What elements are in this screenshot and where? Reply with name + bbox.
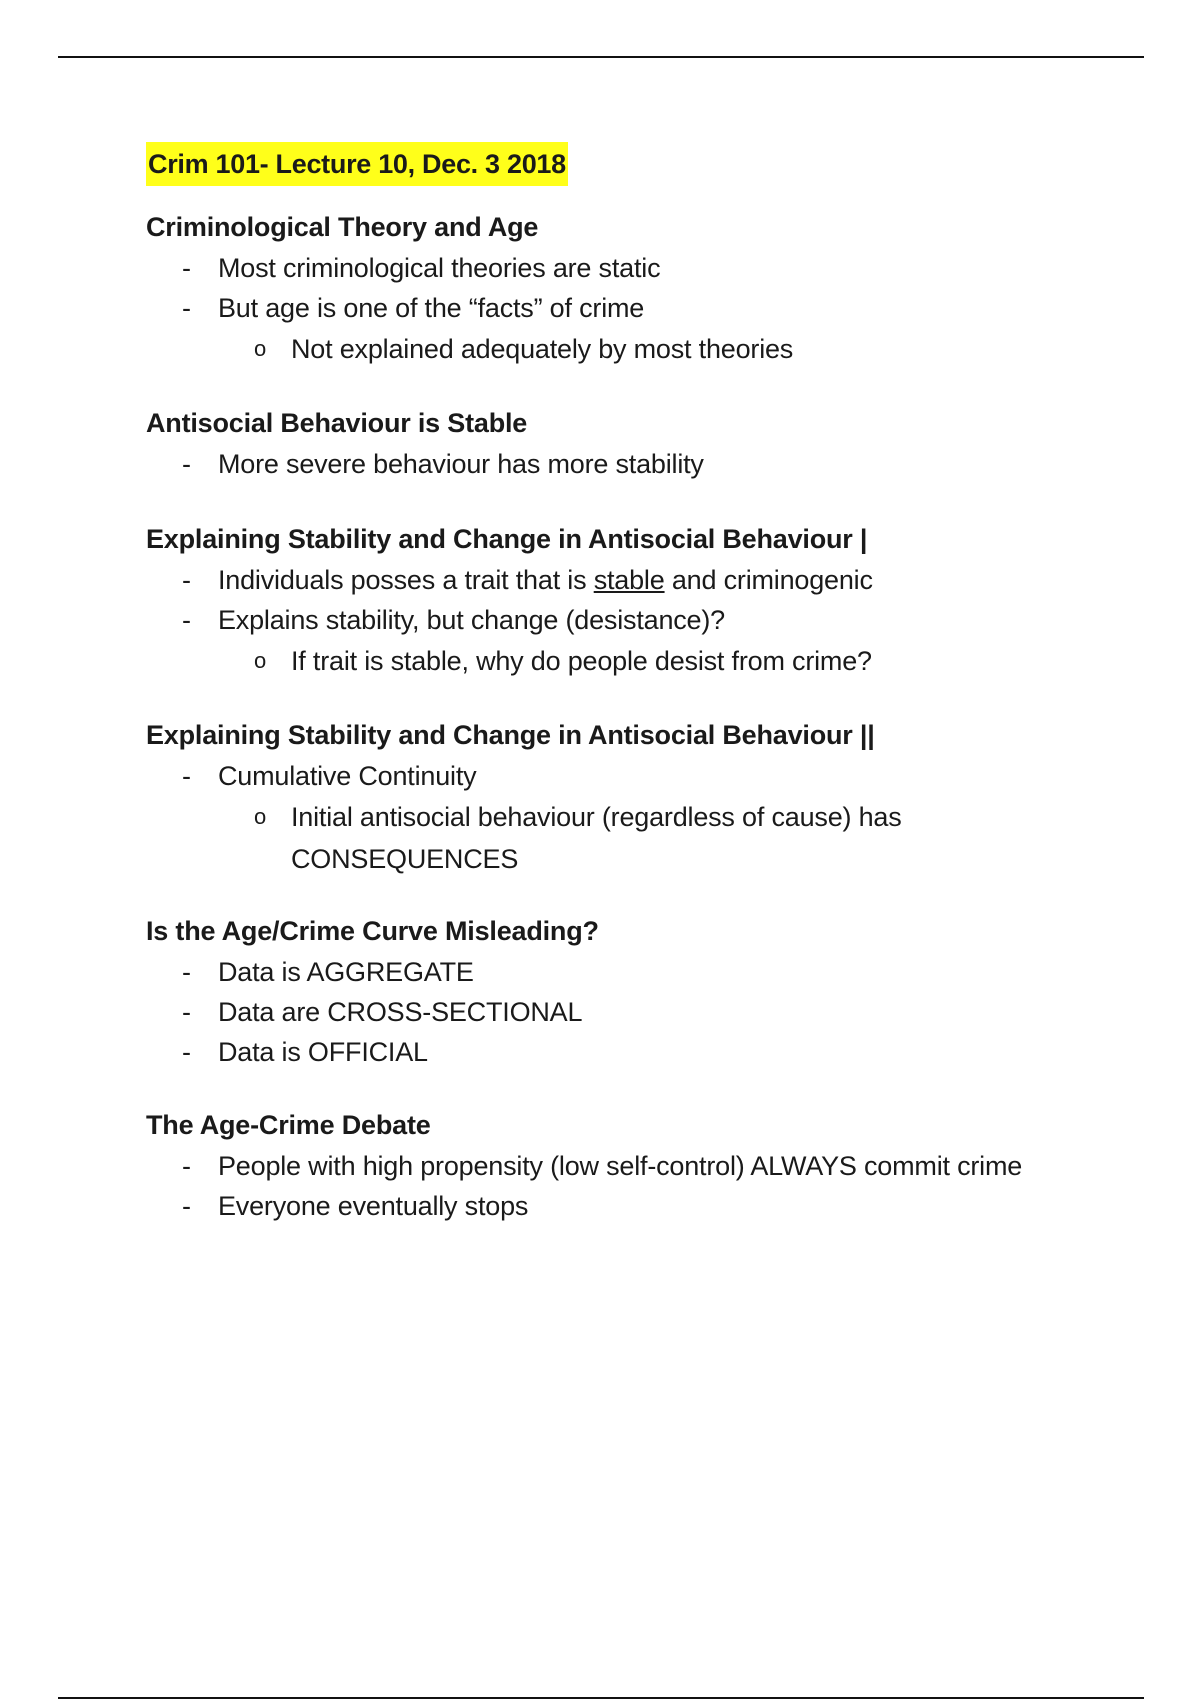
section-explaining-stability-i bbox=[146, 518, 1076, 682]
bullet-list bbox=[146, 1146, 1076, 1226]
section-explaining-stability-ii bbox=[146, 714, 1076, 880]
section-criminological-theory-and-age bbox=[146, 206, 1076, 370]
list-item: - More severe behaviour has more stability bbox=[146, 444, 1076, 484]
sub-list-item: o Not explained adequately by most theories bbox=[146, 328, 1076, 370]
list-item: - Data is OFFICIAL bbox=[146, 1032, 1076, 1072]
section-heading: Antisocial Behaviour is Stable bbox=[146, 408, 528, 438]
sub-list-item: o If trait is stable, why do people desist from crime? bbox=[146, 640, 1076, 682]
underlined-text: stable bbox=[593, 565, 665, 595]
bottom-rule bbox=[58, 1697, 1144, 1699]
text-run: and criminogenic bbox=[664, 565, 873, 595]
bullet-list bbox=[146, 756, 1076, 880]
section-age-crime-debate bbox=[146, 1104, 1076, 1226]
section-heading: Explaining Stability and Change in Antisocial Behaviour | bbox=[146, 524, 868, 554]
document-body bbox=[146, 142, 1076, 1226]
list-item: - Most criminological theories are static bbox=[146, 248, 1076, 288]
bullet-list bbox=[146, 560, 1076, 682]
list-item: - Data are CROSS-SECTIONAL bbox=[146, 992, 1076, 1032]
document-title: Crim 101- Lecture 10, Dec. 3 2018 bbox=[146, 142, 568, 186]
list-item: - Explains stability, but change (desistance)? bbox=[146, 600, 1076, 640]
list-item: - But age is one of the “facts” of crime bbox=[146, 288, 1076, 328]
section-heading: Criminological Theory and Age bbox=[146, 212, 539, 242]
sub-list-item: o Initial antisocial behaviour (regardless of cause) has CONSEQUENCES bbox=[146, 796, 1076, 880]
list-item: - Data is AGGREGATE bbox=[146, 952, 1076, 992]
bullet-list bbox=[146, 248, 1076, 370]
section-antisocial-behaviour-is-stable bbox=[146, 402, 1076, 484]
list-item: - Everyone eventually stops bbox=[146, 1186, 1076, 1226]
bullet-list bbox=[146, 444, 1076, 484]
text-run: Individuals posses a trait that is bbox=[218, 565, 594, 595]
section-age-crime-curve bbox=[146, 910, 1076, 1072]
list-item bbox=[146, 560, 1076, 600]
top-rule bbox=[58, 56, 1144, 58]
list-item: - People with high propensity (low self-control) ALWAYS commit crime bbox=[146, 1146, 1076, 1186]
section-heading: Is the Age/Crime Curve Misleading? bbox=[146, 916, 599, 946]
bullet-list bbox=[146, 952, 1076, 1072]
list-item: - Cumulative Continuity bbox=[146, 756, 1076, 796]
section-heading: Explaining Stability and Change in Antisocial Behaviour || bbox=[146, 720, 875, 750]
section-heading: The Age-Crime Debate bbox=[146, 1110, 431, 1140]
